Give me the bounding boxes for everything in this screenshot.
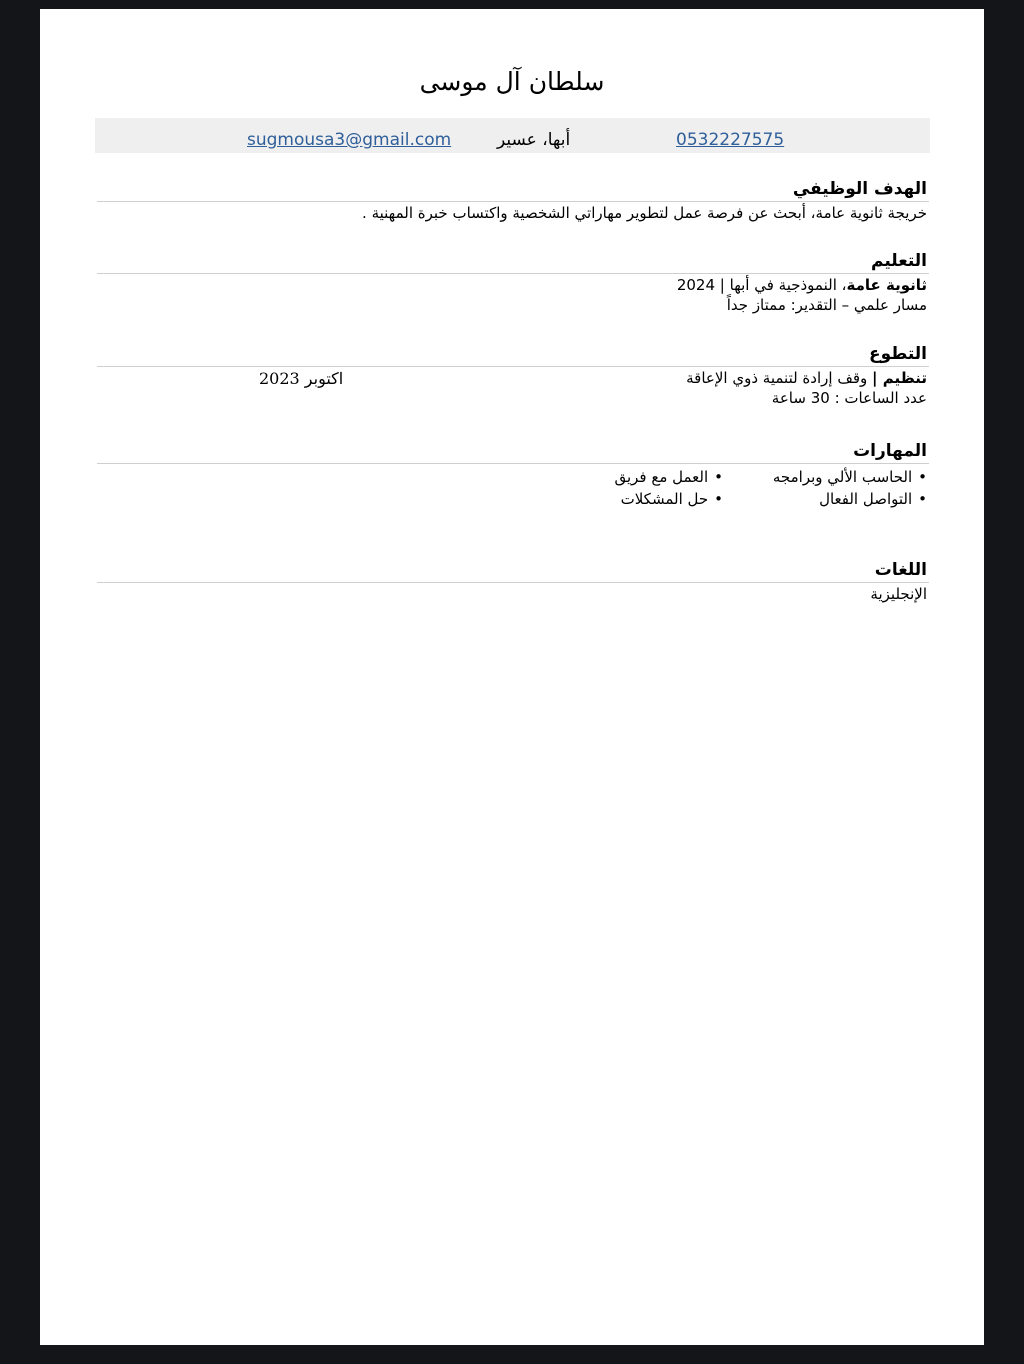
education-heading: التعليم xyxy=(97,251,929,274)
skills-section xyxy=(97,441,929,512)
skill-item: •العمل مع فريق xyxy=(614,468,723,486)
objective-heading: الهدف الوظيفي xyxy=(97,179,929,202)
skills-list xyxy=(97,466,929,512)
volunteering-section xyxy=(97,344,929,407)
education-school: ، النموذجية في أبها | 2024 xyxy=(676,276,847,294)
skill-item: •حل المشكلات xyxy=(620,490,723,508)
education-section xyxy=(97,251,929,314)
skill-item: •الحاسب الألي وبرامجه xyxy=(772,468,927,486)
volunteering-date: اكتوبر 2023 xyxy=(259,369,344,388)
volunteering-org-label: تنظيم | xyxy=(872,369,927,387)
education-degree-line xyxy=(97,276,929,294)
education-details: مسار علمي – التقدير: ممتاز جداً xyxy=(726,296,927,314)
volunteering-org: وقف إرادة لتنمية ذوي الإعاقة xyxy=(686,369,873,387)
volunteering-org-line xyxy=(97,369,929,387)
objective-section xyxy=(97,179,929,222)
skill-item: •التواصل الفعال xyxy=(819,490,927,508)
languages-heading: اللغات xyxy=(97,560,929,583)
volunteering-hours: عدد الساعات : 30 ساعة xyxy=(771,389,927,407)
contact-bar xyxy=(95,118,930,153)
phone-link[interactable]: 0532227575 xyxy=(676,130,785,150)
resume-page xyxy=(40,9,984,1345)
languages-section xyxy=(97,560,929,603)
candidate-name: سلطان آل موسى xyxy=(419,67,605,96)
language-item: الإنجليزية xyxy=(870,585,927,603)
volunteering-heading: التطوع xyxy=(97,344,929,367)
education-degree: ثانوية عامة xyxy=(846,276,927,294)
objective-text: خريجة ثانوية عامة، أبحث عن فرصة عمل لتطوير مهاراتي الشخصية واكتساب خبرة المهنية . xyxy=(362,204,927,222)
skills-heading: المهارات xyxy=(97,441,929,464)
city-text: أبها، عسير xyxy=(497,130,571,150)
email-link[interactable]: sugmousa3@gmail.com xyxy=(247,130,452,150)
